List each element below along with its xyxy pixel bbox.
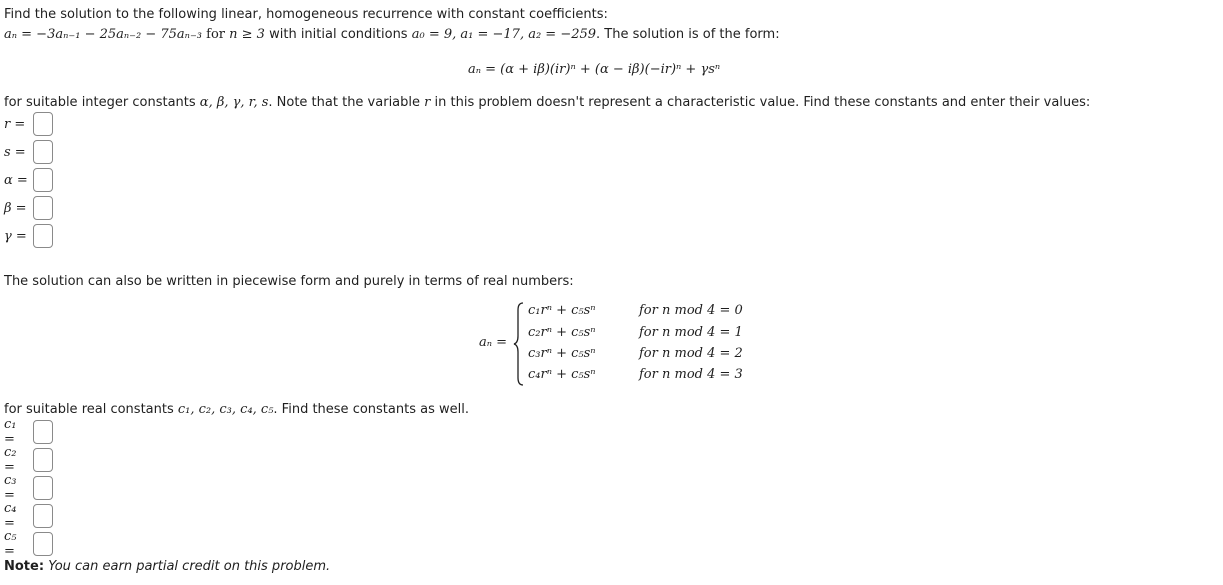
instruction-prefix: for suitable integer constants — [4, 95, 196, 110]
instruction-integers — [4, 94, 1090, 112]
answer-input-c3[interactable] — [33, 476, 53, 500]
answer-label-s: s = — [4, 144, 26, 160]
instruction2-suffix: . Find these constants as well. — [273, 402, 469, 417]
solution-form-equation: aₙ = (α + iβ)(ir)ⁿ + (α − iβ)(−ir)ⁿ + γsⁿ — [468, 62, 721, 77]
answer-row-alpha — [4, 167, 53, 193]
answer-label-c2: c₂ = — [4, 445, 17, 475]
instruction-middle: . Note that the variable — [268, 95, 421, 110]
answer-input-gamma[interactable] — [33, 224, 53, 248]
answer-label-alpha: α = — [4, 172, 28, 188]
answer-input-beta[interactable] — [33, 196, 53, 220]
answer-label-beta: β = — [4, 200, 27, 216]
answer-row-c4 — [4, 503, 53, 529]
answer-row-s — [4, 139, 53, 165]
answer-label-c4: c₄ = — [4, 501, 17, 531]
piecewise-lhs: aₙ = — [479, 335, 508, 350]
instruction2-vars: c₁, c₂, c₃, c₄, c₅ — [177, 402, 274, 417]
answer-input-r[interactable] — [33, 112, 53, 136]
instruction-reals — [4, 401, 469, 419]
piecewise-brace — [513, 302, 525, 386]
initial-conditions: a₀ = 9, a₁ = −17, a₂ = −259 — [411, 27, 597, 42]
note-label: Note: — [4, 559, 45, 574]
case-cond-3: for n mod 4 = 3 — [639, 367, 743, 382]
answer-input-alpha[interactable] — [33, 168, 53, 192]
instruction-vars: α, β, γ, r, s — [199, 95, 269, 110]
answer-row-c2 — [4, 447, 53, 473]
answer-row-r — [4, 111, 53, 137]
answer-row-beta — [4, 195, 53, 221]
answer-row-gamma — [4, 223, 53, 249]
instruction-var-r: r — [424, 95, 431, 110]
problem-statement: Find the solution to the following linear, homogeneous recurrence with constant coefficients: — [4, 7, 608, 22]
recurrence-line — [4, 26, 780, 44]
instruction-suffix: in this problem doesn't represent a characteristic value. Find these constants and enter their values: — [434, 95, 1091, 110]
answer-input-c4[interactable] — [33, 504, 53, 528]
form-text: . The solution is of the form: — [596, 27, 780, 42]
note-text: You can earn partial credit on this problem. — [48, 559, 331, 574]
case-expr-0: c₁rⁿ + c₅sⁿ — [528, 303, 596, 318]
answer-input-c5[interactable] — [33, 532, 53, 556]
answer-label-gamma: γ = — [4, 228, 27, 244]
case-cond-1: for n mod 4 = 1 — [639, 325, 743, 340]
answer-input-c1[interactable] — [33, 420, 53, 444]
for-text: for — [206, 27, 226, 42]
recurrence-equation: aₙ = −3aₙ₋₁ − 25aₙ₋₂ − 75aₙ₋₃ — [4, 27, 203, 42]
partial-credit-note — [4, 559, 330, 574]
answer-label-c5: c₅ = — [4, 529, 17, 559]
piecewise-intro: The solution can also be written in piecewise form and purely in terms of real numbers: — [4, 274, 574, 289]
answer-input-c2[interactable] — [33, 448, 53, 472]
answer-label-c1: c₁ = — [4, 417, 17, 447]
case-expr-2: c₃rⁿ + c₅sⁿ — [528, 346, 596, 361]
case-expr-1: c₂rⁿ + c₅sⁿ — [528, 325, 596, 340]
case-cond-0: for n mod 4 = 0 — [639, 303, 743, 318]
case-expr-3: c₄rⁿ + c₅sⁿ — [528, 367, 596, 382]
answer-row-c3 — [4, 475, 53, 501]
recurrence-condition: n ≥ 3 — [229, 27, 265, 42]
answer-label-r: r = — [4, 116, 26, 132]
instruction2-prefix: for suitable real constants — [4, 402, 174, 417]
answer-input-s[interactable] — [33, 140, 53, 164]
answer-row-c1 — [4, 419, 53, 445]
case-cond-2: for n mod 4 = 2 — [639, 346, 743, 361]
answer-label-c3: c₃ = — [4, 473, 17, 503]
answer-row-c5 — [4, 531, 53, 557]
with-text: with initial conditions — [269, 27, 408, 42]
